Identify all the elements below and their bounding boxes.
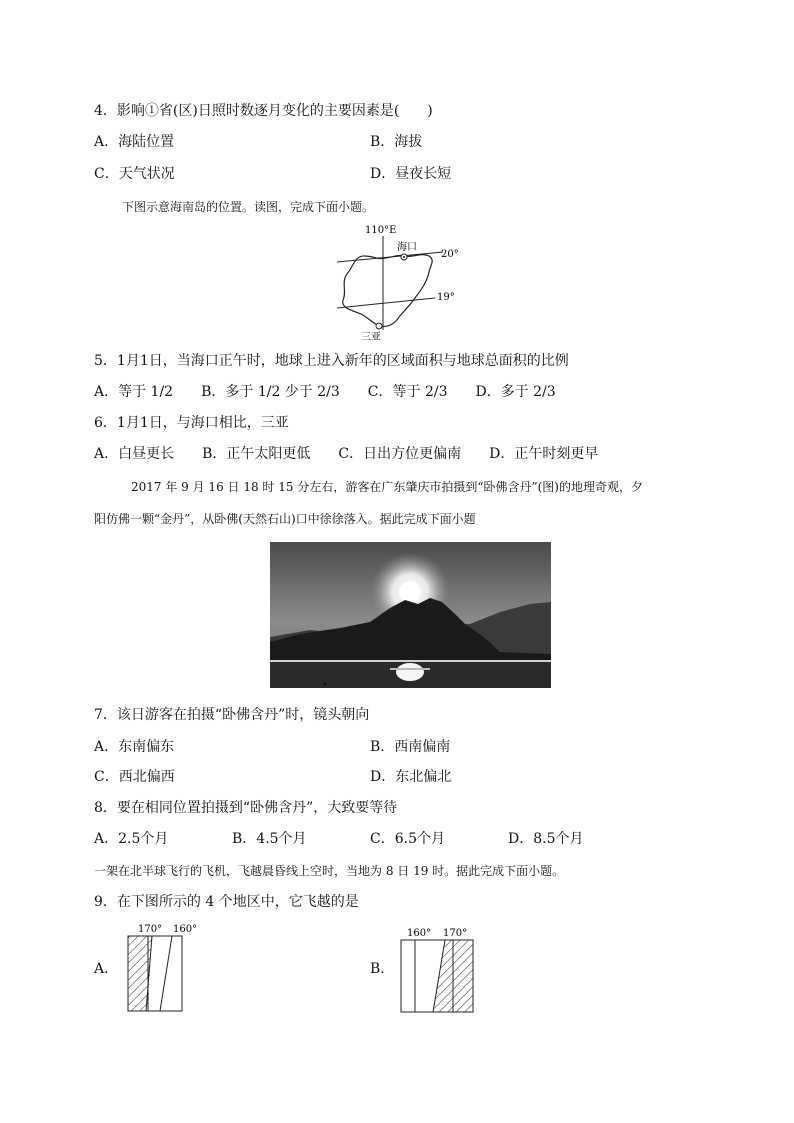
q7-option-a: A．东南偏东 bbox=[94, 739, 175, 755]
hainan-map bbox=[325, 222, 475, 344]
diagram-a-night-area bbox=[128, 936, 148, 1011]
map-lat19-label: 19° bbox=[437, 292, 455, 303]
q4-option-a: A．海陆位置 bbox=[94, 134, 175, 150]
diagram-a-right-label: 160° bbox=[173, 924, 198, 935]
map-lat20-label: 20° bbox=[441, 249, 459, 260]
q5-options: A．等于 1/2 B．多于 1/2 少于 2/3 C．等于 2/3 D．多于 2/3 bbox=[94, 384, 556, 400]
photo-intro-line1: 2017 年 9 月 16 日 18 时 15 分左右，游客在广东肇庆市拍摄到“卧佛含丹”(图)的地理奇观，夕 bbox=[131, 480, 643, 494]
q6-stem: 6．1月1日，与海口相比，三亚 bbox=[94, 415, 289, 431]
q8-option-d: D．8.5个月 bbox=[508, 831, 584, 847]
q9-diagram-a bbox=[120, 920, 210, 1015]
hainan-intro: 下图示意海南岛的位置。读图，完成下面小题。 bbox=[122, 200, 375, 214]
q7-option-c: C．西北偏西 bbox=[94, 769, 175, 785]
hainan-island-outline bbox=[343, 255, 432, 327]
q8-stem: 8．要在相同位置拍摄到“卧佛含丹”，大致要等待 bbox=[94, 800, 398, 816]
sun-reflection bbox=[396, 663, 424, 681]
diagram-b-left-label: 160° bbox=[407, 928, 432, 939]
sunset-photo bbox=[270, 542, 551, 688]
q8-option-c: C．6.5个月 bbox=[370, 831, 445, 847]
q5-stem: 5．1月1日，当海口正午时，地球上进入新年的区域面积与地球总面积的比例 bbox=[94, 353, 569, 369]
q7-option-d: D．东北偏北 bbox=[370, 769, 452, 785]
sanya-marker bbox=[376, 323, 382, 329]
sun bbox=[399, 581, 421, 603]
map-lon-label: 110°E bbox=[365, 225, 397, 236]
q4-option-b: B．海拔 bbox=[370, 134, 423, 150]
q7-option-b: B．西南偏南 bbox=[370, 739, 451, 755]
map-sanya-label: 三亚 bbox=[361, 332, 381, 343]
q6-options: A．白昼更长 B．正午太阳更低 C．日出方位更偏南 D．正午时刻更早 bbox=[94, 446, 599, 462]
diagram-a-terminator bbox=[160, 936, 172, 1011]
q8-option-a: A．2.5个月 bbox=[94, 831, 169, 847]
map-haikou-label: 海口 bbox=[397, 242, 417, 253]
q9-diagram-b bbox=[395, 920, 485, 1015]
q7-stem: 7．该日游客在拍摄“卧佛含丹”时，镜头朝向 bbox=[94, 707, 370, 723]
photo-intro-line2: 阳仿佛一颗“金丹”，从卧佛(天然石山)口中徐徐落入。据此完成下面小题 bbox=[94, 512, 476, 526]
plane-intro: 一架在北半球飞行的飞机，飞越晨昏线上空时，当地为 8 日 19 时。据此完成下面小题。 bbox=[94, 864, 565, 878]
diagram-a-left-label: 170° bbox=[138, 924, 163, 935]
q8-option-b: B．4.5个月 bbox=[232, 831, 307, 847]
q4-stem: 4．影响①省(区)日照时数逐月变化的主要因素是( ) bbox=[94, 103, 433, 119]
parallel-19 bbox=[337, 298, 435, 308]
q9-stem: 9．在下图所示的 4 个地区中，它飞越的是 bbox=[94, 894, 359, 910]
diagram-b-right-label: 170° bbox=[443, 928, 468, 939]
q9-option-b-label: B． bbox=[370, 961, 395, 977]
q9-option-a-label: A． bbox=[94, 961, 119, 977]
q4-option-c: C．天气状况 bbox=[94, 166, 175, 182]
q4-option-d: D．昼夜长短 bbox=[370, 166, 452, 182]
